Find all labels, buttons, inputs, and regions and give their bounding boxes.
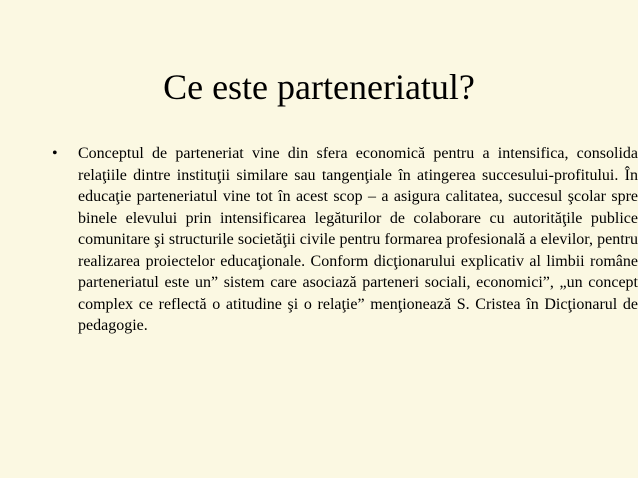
- slide-title: Ce este parteneriatul?: [163, 67, 475, 107]
- bullet-icon: •: [52, 145, 58, 162]
- bullet-paragraph: Conceptul de parteneriat vine din sfera economică pentru a intensifica, consolida relaţiile dintre instituţii similare sau tangenţiale în atingerea succesului-profitului. În educaţie parteneriatul vine tot în acest scop – a asigura calitatea, succesul şcolar spre binele elevului prin intensificarea legăturilor de colaborare cu autorităţile publice comunitare şi structurile societăţii civile pentru formarea profesională a elevilor, pentru realizarea proiectelor educaţionale. Conform dicţionarului explicativ al limbii române parteneriatul este un” sistem care asociază parteneri sociali, economici”, „un concept complex ce reflectă o atitudine şi o relaţie” menţionează S. Cristea în Dicţionarul de pedagogie.: [78, 145, 638, 334]
